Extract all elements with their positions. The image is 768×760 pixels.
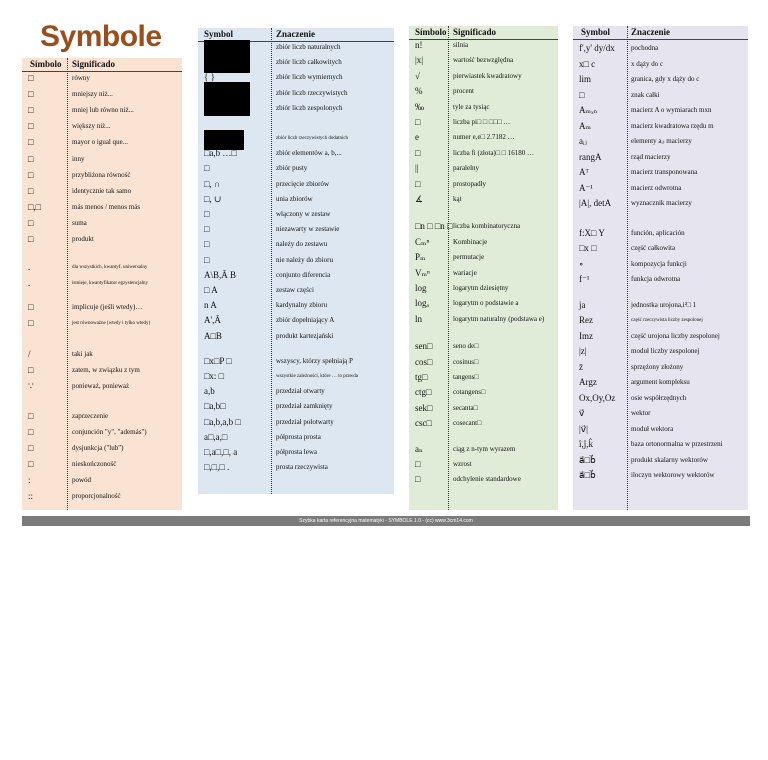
symbol-glyph: □: [28, 89, 34, 100]
symbol-glyph: sek□: [415, 402, 433, 413]
symbol-meaning: półprosta lewa: [276, 448, 318, 456]
symbol-meaning: más menos / menos más: [72, 202, 141, 211]
symbol-glyph: Vₘⁿ: [415, 267, 430, 278]
symbol-glyph: sen□: [415, 341, 433, 352]
symbol-meaning: conjunto diferencia: [276, 270, 331, 279]
symbols-panel-sets: [198, 28, 394, 494]
symbol-glyph: |z|: [579, 346, 587, 356]
symbol-meaning: znak całki: [631, 90, 660, 99]
symbol-meaning: przybliżona równość: [72, 170, 131, 179]
symbol-glyph: A⁻¹: [579, 182, 593, 193]
symbol-glyph: |v⃗|: [579, 423, 588, 434]
symbol-glyph: lim: [579, 74, 592, 84]
symbol-meaning: iloczyn wektorowy wektorów: [631, 471, 715, 479]
symbol-glyph: ∘: [579, 258, 584, 269]
panel-header: [573, 26, 748, 40]
symbol-meaning: macierz A o wymiarach mxn: [631, 106, 712, 114]
symbol-meaning: pochodna: [631, 44, 659, 52]
symbol-glyph: x□ c: [579, 58, 596, 69]
symbol-glyph: { }: [204, 72, 215, 83]
symbol-meaning: procent: [453, 87, 474, 96]
symbol-glyph: □: [28, 73, 34, 83]
symbol-meaning: zbiór liczb całkowitych: [276, 58, 342, 67]
header-symbol: Symbol: [581, 27, 611, 37]
symbol-meaning: unia zbiorów: [276, 194, 313, 203]
symbol-glyph: a,b: [204, 386, 215, 397]
symbol-meaning: paralelny: [453, 164, 480, 173]
symbol-glyph: ln: [415, 313, 423, 324]
symbol-meaning: odchylenie standardowe: [453, 475, 521, 484]
symbol-glyph: Ox,Oy,Oz: [579, 392, 616, 403]
symbol-glyph: □ A: [204, 285, 218, 295]
symbol-meaning: taki jak: [72, 349, 93, 358]
symbol-glyph: □,a□,□, a: [204, 447, 238, 457]
symbol-meaning: wszystkie zależności, które … to prawda: [276, 374, 358, 379]
symbol-glyph: ∵: [28, 380, 34, 391]
symbol-meaning: część rzeczywista liczby zespolonej: [631, 318, 703, 323]
column-divider: [627, 26, 628, 510]
symbol-meaning: liczba fi (złota)□ □ 16180 …: [453, 148, 534, 157]
symbol-glyph: a⃗□b⃗: [579, 470, 596, 480]
redacted-symbol-block: [204, 82, 250, 116]
symbol-glyph: Imz: [579, 330, 593, 341]
symbol-meaning: granica, gdy x dąży do c: [631, 75, 700, 83]
symbol-meaning: función, aplicación: [631, 228, 685, 237]
symbol-meaning: część urojona liczby zespolonej: [631, 331, 720, 340]
symbol-meaning: liczba pi□ □ □□□ …: [453, 118, 511, 126]
symbol-glyph: Aₘ: [579, 120, 592, 131]
symbol-meaning: część całkowita: [631, 244, 676, 252]
symbol-meaning: seno de□: [453, 342, 479, 351]
symbol-glyph: csc□: [415, 418, 432, 429]
symbol-glyph: î,ĵ,k̂: [579, 439, 594, 449]
symbol-meaning: zbiór liczb rzeczywistych dodatnich: [276, 136, 349, 141]
panel-header: [409, 26, 558, 40]
redacted-symbol-block: [204, 130, 244, 150]
symbol-glyph: □: [28, 234, 34, 244]
symbol-meaning: istnieje, kwantyfikator egzystencjalny: [72, 281, 148, 287]
symbol-glyph: □: [28, 217, 34, 228]
symbol-meaning: numer e,e□ 2.7182 …: [453, 133, 515, 142]
symbol-meaning: x dąży do c: [631, 59, 664, 68]
symbol-meaning: włączony w zestaw: [276, 210, 331, 218]
symbol-meaning: moduł wektora: [631, 424, 674, 433]
symbol-glyph: f:X□ Y: [579, 227, 605, 238]
symbol-glyph: □: [28, 443, 34, 453]
symbol-meaning: funkcja odwrotna: [631, 275, 681, 283]
symbol-meaning: rząd macierzy: [631, 152, 671, 161]
header-symbol: Símbolo: [415, 27, 447, 37]
symbol-meaning: niezawarty w zestawie: [276, 225, 340, 234]
column-divider: [271, 28, 272, 494]
symbol-meaning: prostopadły: [453, 179, 487, 188]
symbol-meaning: inny: [72, 154, 85, 163]
symbol-glyph: A\B,Ā B: [204, 269, 237, 280]
symbol-glyph: z̄: [579, 361, 583, 372]
header-symbol: Símbolo: [30, 59, 62, 69]
symbol-meaning: osie współrzędnych: [631, 393, 687, 402]
symbol-glyph: f',y' dy/dx: [579, 43, 615, 53]
symbol-meaning: logarytm dziesiętny: [453, 284, 509, 292]
symbol-meaning: produkt kartezjański: [276, 331, 334, 340]
symbol-meaning: wartość bezwzględna: [453, 56, 514, 65]
symbol-meaning: nieskończoność: [72, 460, 117, 469]
symbol-glyph: □,□,□ .: [204, 462, 230, 473]
symbol-meaning: równy: [72, 74, 90, 82]
symbol-meaning: macierz transponowana: [631, 168, 698, 176]
symbol-meaning: cotangens□: [453, 388, 486, 397]
symbol-glyph: □: [204, 224, 210, 235]
symbol-meaning: permutacje: [453, 253, 485, 262]
symbol-meaning: baza ortonormalna w przestrzeni: [631, 440, 723, 448]
symbol-glyph: :: [28, 475, 31, 486]
symbol-meaning: kąt: [453, 195, 462, 203]
symbol-glyph: a⃗□b⃗: [579, 454, 596, 465]
symbol-meaning: prosta rzeczywista: [276, 463, 328, 472]
symbol-meaning: conjunción "y", "además"): [72, 427, 147, 436]
symbol-meaning: logarytm naturalny (podstawa e): [453, 314, 545, 323]
symbol-glyph: □: [28, 153, 34, 164]
symbol-glyph: □: [28, 185, 34, 196]
symbol-glyph: □, ∪: [204, 193, 222, 204]
symbol-glyph: Argz: [579, 377, 597, 387]
symbols-panel-analysis: [573, 26, 748, 510]
symbol-glyph: □: [204, 209, 210, 219]
symbol-meaning: zbiór elementów a, b,...: [276, 149, 342, 158]
symbol-glyph: Cₘⁿ: [415, 236, 430, 247]
symbol-meaning: ponieważ, ponieważ: [72, 381, 130, 390]
symbol-glyph: cos□: [415, 356, 433, 367]
symbol-glyph: □n □ □n □: [415, 221, 453, 232]
symbol-meaning: przedział połotwarty: [276, 417, 334, 426]
symbol-glyph: □a,b …□: [204, 148, 237, 159]
symbol-glyph: %: [415, 86, 423, 97]
symbol-glyph: □: [415, 474, 421, 485]
symbol-meaning: identycznie tak samo: [72, 186, 132, 195]
symbol-glyph: □: [28, 410, 34, 421]
symbol-meaning: mniej lub równo niż...: [72, 106, 134, 115]
symbol-glyph: □x: □: [204, 371, 225, 381]
symbol-glyph: ∡: [415, 194, 424, 204]
symbol-glyph: □, ∩: [204, 178, 221, 189]
symbol-glyph: aₙ: [415, 443, 423, 454]
symbol-meaning: implicuje (jeśli wtedy)…: [72, 303, 143, 312]
symbol-glyph: □: [415, 117, 421, 127]
symbol-meaning: wszyscy, którzy spełniają P: [276, 356, 353, 365]
symbol-meaning: pierwiastek kwadratowy: [453, 71, 522, 80]
symbol-meaning: dysjunkcja ("lub"): [72, 444, 124, 452]
symbol-glyph: □: [28, 459, 34, 470]
symbol-meaning: zbiór dopełniający A: [276, 316, 335, 325]
symbol-meaning: zestaw części: [276, 286, 314, 294]
symbol-glyph: □,□: [28, 201, 42, 212]
panel-header: [22, 58, 182, 72]
symbol-meaning: przedział otwarty: [276, 387, 325, 396]
symbol-meaning: nie należy do zbioru: [276, 255, 333, 264]
symbol-meaning: powód: [72, 476, 92, 485]
symbol-glyph: □: [28, 169, 34, 180]
symbol-meaning: produkt: [72, 235, 94, 243]
symbol-glyph: □: [28, 318, 34, 329]
symbol-glyph: □: [28, 426, 34, 437]
symbol-glyph: □: [204, 163, 210, 174]
symbol-meaning: ciąg z n-tym wyrazem: [453, 444, 516, 453]
symbol-meaning: macierz kwadratowa rzędu m: [631, 121, 714, 130]
symbol-meaning: sprzężony złożony: [631, 362, 684, 371]
symbol-meaning: mayor o igual que...: [72, 138, 128, 147]
symbol-meaning: przecięcie zbiorów: [276, 179, 330, 188]
header-meaning: Significado: [453, 27, 497, 37]
symbol-glyph: √: [415, 70, 420, 81]
symbol-glyph: ::: [28, 491, 34, 502]
symbol-meaning: dla wszystkich, kwantyf. uniwersalny: [72, 265, 148, 271]
symbol-meaning: tangens□: [453, 373, 479, 381]
symbol-glyph: Rez: [579, 315, 593, 325]
symbol-glyph: |x|: [415, 55, 424, 66]
symbol-meaning: elementy aᵢⱼ macierzy: [631, 137, 692, 145]
symbol-meaning: logarytm o podstawie a: [453, 299, 519, 308]
symbol-glyph: □: [28, 105, 34, 116]
symbol-meaning: jednostka urojona,i²□ 1: [631, 300, 697, 309]
symbol-glyph: □: [204, 239, 210, 250]
symbol-glyph: □a,b□: [204, 401, 226, 412]
symbol-glyph: □: [415, 178, 421, 189]
symbol-glyph: A',Ā: [204, 315, 221, 326]
symbol-glyph: ‰: [415, 101, 424, 112]
symbol-meaning: zbiór liczb naturalnych: [276, 43, 341, 51]
symbol-meaning: produkt skalarny wektorów: [631, 455, 708, 464]
symbol-meaning: zbiór liczb wymiernych: [276, 73, 343, 82]
symbol-glyph: log: [415, 283, 427, 293]
symbol-glyph: A□B: [204, 330, 222, 341]
symbol-glyph: Pₘ: [415, 252, 426, 263]
symbol-meaning: silnia: [453, 41, 469, 49]
symbol-glyph: n A: [204, 300, 217, 311]
symbol-glyph: □: [28, 302, 34, 313]
symbol-meaning: zaprzeczenie: [72, 411, 109, 420]
symbol-meaning: jest równoważne (wtedy i tylko wtedy): [72, 321, 151, 327]
symbol-glyph: □: [28, 137, 34, 148]
symbol-meaning: tyle za tysiąc: [453, 102, 490, 111]
symbol-meaning: wektor: [631, 409, 651, 417]
symbol-glyph: □a,b,a,b □: [204, 416, 241, 427]
symbol-glyph: Aᵀ: [579, 167, 589, 177]
symbol-glyph: ja: [579, 299, 586, 310]
symbol-meaning: cosinus□: [453, 357, 479, 366]
header-meaning: Significado: [72, 59, 116, 69]
symbol-meaning: proporcjonalność: [72, 492, 121, 501]
symbol-glyph: □: [579, 89, 585, 100]
symbol-meaning: Kombinacje: [453, 237, 488, 246]
page-title: Symbole: [40, 20, 162, 53]
symbol-meaning: należy do zestawu: [276, 240, 328, 249]
symbol-glyph: rangA: [579, 151, 602, 162]
symbol-glyph: □x □: [579, 243, 597, 253]
symbols-panel-logic: [22, 58, 182, 510]
symbol-meaning: zatem, w związku z tym: [72, 365, 140, 374]
symbol-meaning: zbiór liczb zespolonych: [276, 103, 343, 112]
symbol-meaning: cosecant□: [453, 419, 482, 428]
symbol-meaning: secanta□: [453, 403, 478, 412]
symbol-glyph: tg□: [415, 372, 428, 382]
symbol-meaning: moduł liczby zespolonej: [631, 347, 700, 355]
symbol-meaning: większy niż...: [72, 122, 111, 131]
symbol-meaning: przedział zamknięty: [276, 402, 333, 411]
symbol-meaning: liczba kombinatoryczna: [453, 222, 521, 231]
symbol-meaning: zbiór pusty: [276, 164, 308, 173]
symbol-meaning: wyznacznik macierzy: [631, 199, 692, 207]
symbol-meaning: wzrost: [453, 460, 472, 468]
symbol-glyph: n!: [415, 40, 423, 50]
symbol-meaning: wariacje: [453, 268, 477, 277]
symbol-glyph: aᵢⱼ: [579, 136, 587, 146]
redacted-symbol-block: [204, 40, 250, 73]
symbol-glyph: □: [28, 121, 34, 132]
footer-bar: Szybka karta referencyjna matematyki - SYMBOLE 1.0 - (cc) www.3cm14.com: [22, 516, 750, 526]
symbol-meaning: zbiór liczb rzeczywistych: [276, 88, 348, 97]
header-symbol: Symbol: [204, 29, 234, 39]
header-meaning: Znaczenie: [631, 27, 670, 37]
symbol-glyph: a□,a,□: [204, 431, 228, 442]
symbol-meaning: półprosta prosta: [276, 432, 321, 441]
column-divider: [448, 26, 449, 510]
symbol-glyph: ||: [415, 163, 419, 174]
symbols-panel-numbers: [409, 26, 558, 510]
symbol-meaning: argument kompleksu: [631, 378, 690, 386]
symbol-glyph: □: [415, 147, 421, 158]
symbol-glyph: .: [28, 278, 31, 289]
symbol-glyph: □: [204, 254, 210, 265]
symbol-glyph: /: [28, 348, 31, 359]
symbol-glyph: f⁻¹: [579, 274, 590, 284]
symbol-glyph: |A|, detA: [579, 198, 612, 208]
symbol-glyph: Aₘₓₙ: [579, 105, 598, 115]
symbol-glyph: logₐ: [415, 298, 429, 309]
symbol-glyph: □x□P □: [204, 355, 232, 366]
symbol-meaning: kardynalny zbioru: [276, 301, 328, 310]
symbol-glyph: □: [415, 459, 421, 469]
symbol-glyph: v⃗: [579, 408, 585, 418]
column-divider: [67, 58, 68, 510]
symbol-glyph: ctg□: [415, 387, 432, 398]
header-meaning: Znaczenie: [276, 29, 315, 39]
symbol-meaning: mniejszy niż...: [72, 90, 113, 99]
symbol-meaning: kompozycja funkcji: [631, 259, 687, 268]
symbol-glyph: .: [28, 262, 31, 273]
symbol-meaning: suma: [72, 218, 87, 227]
symbol-meaning: macierz odwrotna: [631, 183, 682, 192]
symbol-glyph: □: [28, 364, 34, 375]
symbol-glyph: e: [415, 132, 419, 143]
